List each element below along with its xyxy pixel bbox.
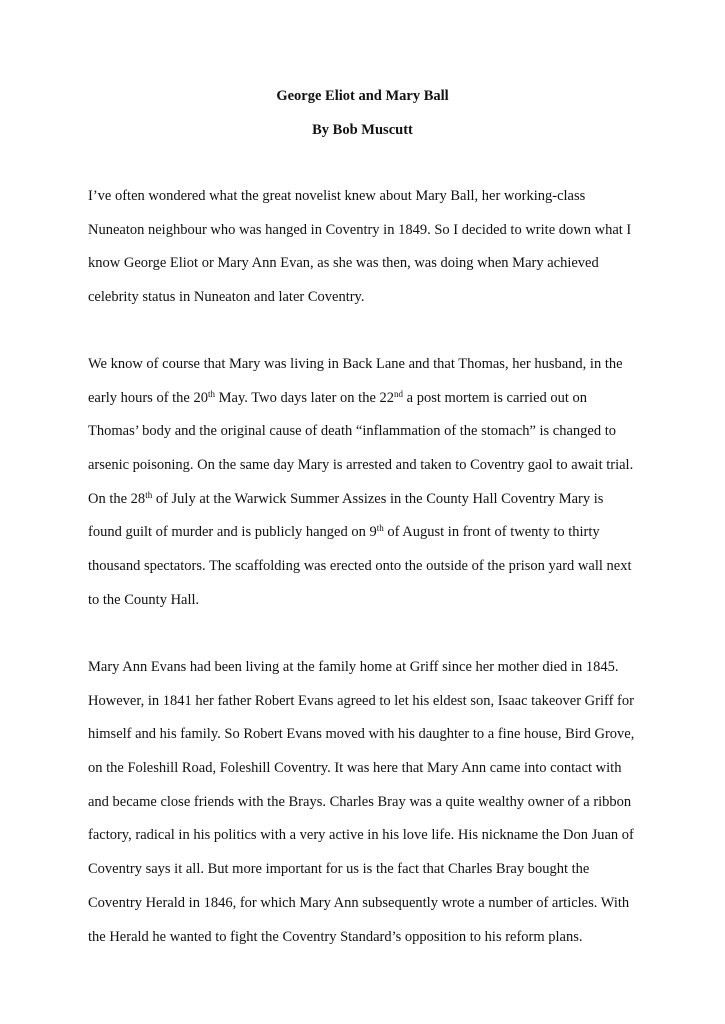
text-line: found guilt of murder and is publicly hanged on 9th of August in front of twenty to thirty — [88, 523, 600, 541]
text-line: I’ve often wondered what the great novelist knew about Mary Ball, her working-class — [88, 188, 586, 204]
text-line: We know of course that Mary was living in Back Lane and that Thomas, her husband, in the — [88, 356, 623, 372]
document-title: George Eliot and Mary Ball — [276, 88, 449, 104]
text-line: On the 28th of July at the Warwick Summer Assizes in the County Hall Coventry Mary is — [88, 489, 604, 507]
text-line: to the County Hall. — [88, 591, 200, 608]
superscript: th — [208, 388, 216, 399]
text-line: factory, radical in his politics with a very active in his love life. His nickname the Don Juan of — [88, 827, 634, 844]
text-line: Mary Ann Evans had been living at the family home at Griff since her mother died in 1845. — [88, 659, 619, 675]
text-line: Thomas’ body and the original cause of death “inflammation of the stomach” is changed to — [88, 423, 617, 440]
superscript: nd — [394, 388, 404, 399]
text-line: on the Foleshill Road, Foleshill Coventry. It was here that Mary Ann came into contact with — [88, 760, 622, 777]
text-line: arsenic poisoning. On the same day Mary is arrested and taken to Coventry gaol to await trial. — [88, 457, 634, 474]
text-line: thousand spectators. The scaffolding was erected onto the outside of the prison yard wall next — [88, 558, 632, 575]
text-line: the Herald he wanted to fight the Coventry Standard’s opposition to his reform plans. — [88, 928, 583, 945]
document-author: By Bob Muscutt — [312, 122, 413, 138]
superscript: th — [376, 523, 384, 534]
text-line: celebrity status in Nuneaton and later Coventry. — [88, 289, 365, 306]
text-line: Coventry Herald in 1846, for which Mary Ann subsequently wrote a number of articles. With — [88, 894, 630, 911]
text-line: know George Eliot or Mary Ann Evan, as she was then, was doing when Mary achieved — [88, 255, 599, 272]
paragraph-2 — [88, 348, 648, 618]
text-line: Nuneaton neighbour who was hanged in Coventry in 1849. So I decided to write down what I — [88, 221, 632, 238]
text-line: early hours of the 20th May. Two days later on the 22nd a post mortem is carried out on — [88, 388, 588, 406]
paragraph-3 — [88, 651, 648, 954]
superscript: th — [145, 489, 153, 500]
text-line: Coventry says it all. But more important for us is the fact that Charles Bray bought the — [88, 861, 590, 878]
paragraph-1 — [88, 180, 648, 315]
text-line: and became close friends with the Brays. Charles Bray was a quite wealthy owner of a ribbon — [88, 793, 632, 810]
text-line: himself and his family. So Robert Evans moved with his daughter to a fine house, Bird Grove, — [88, 726, 635, 743]
text-line: However, in 1841 her father Robert Evans agreed to let his eldest son, Isaac takeover Griff for — [88, 692, 634, 709]
